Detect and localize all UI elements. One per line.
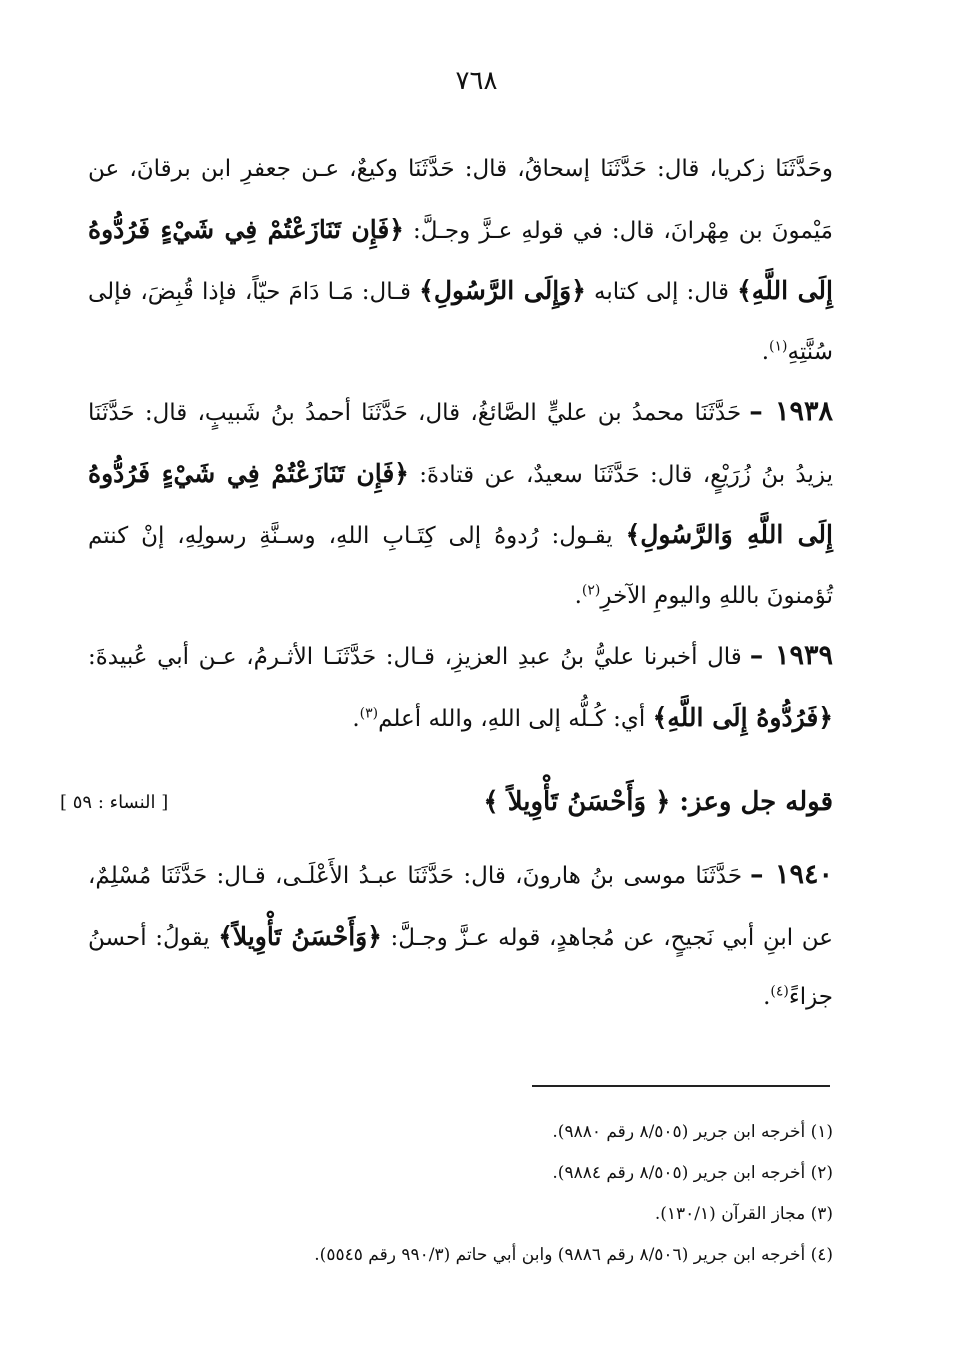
intro-paragraph	[88, 140, 833, 382]
text-run: .	[761, 338, 770, 365]
main-text-upper	[88, 140, 833, 749]
footnote-2: (٢) أخرجه ابن جرير (٨/٥٠٥ رقم ٩٨٨٤).	[552, 1163, 833, 1183]
hadith-1940	[88, 845, 833, 1028]
hadith-1939	[88, 626, 833, 749]
quran-verse: ﴿فَرُدُّوهُ إِلَى اللَّهِ﴾	[652, 702, 833, 732]
footnote-4: (٤) أخرجه ابن جرير (٨/٥٠٦ رقم ٩٨٨٦) وابن أبي حاتم (٩٩٠/٣ رقم ٥٥٤٥).	[314, 1245, 833, 1265]
text-run: يقـول: رُدوهُ إلى كِتَـابِ اللهِ، وسـنَّةِ رسولِهِ، إنْ كنتم تُؤمنونَ باللهِ واليومِ الآخرِ	[88, 523, 833, 609]
text-run: حَدَّثَنَا موسى بنُ هارونَ، قال: حَدَّثَنَا عبـدُ الأَعْلَـى، قـال: حَدَّثَنَا مُسْلِمٌ، عن ابنِ أبي نَجيحٍ، عن مُجاهدٍ، قوله عـزَّ وجـلَّ:	[88, 863, 833, 951]
page-number: ٧٦٨	[455, 66, 498, 96]
hadith-number: ١٩٣٩ –	[749, 640, 833, 671]
quran-verse: ﴿فَإِن تَنَازَعْتُمْ فِي شَيْءٍ فَرُدُّوهُ إِلَى اللَّهِ﴾	[88, 214, 833, 305]
text-run: حَدَّثَنَا محمدُ بن عليٍّ الصَّائغُ، قال، حَدَّثَنَا أحمدُ بنُ شَبيبٍ، قال: حَدَّثَنَا يزيدُ بنُ زُرَيْعٍ، قال: حَدَّثَنَا سعيدٌ، عن قتادةَ:	[88, 400, 833, 488]
text-run: قـال: مَـا دَامَ حيّاً، فإذا قُبِضَ، فإلى سُنَّتِهِ	[88, 279, 833, 365]
quran-verse: ﴿وَإِلَى الرَّسُولِ﴾	[419, 276, 586, 305]
quran-verse: ﴿وَأَحْسَنُ تَأْوِيلاً﴾	[218, 921, 382, 951]
footnotes	[100, 1112, 833, 1276]
footnote-ref[interactable]: (٣)	[359, 704, 379, 721]
text-run: يقولُ: أحسنُ جزاءً	[88, 924, 833, 1010]
footnote-ref[interactable]: (١)	[769, 337, 788, 354]
quran-verse: ﴿فَإِن تَنَازَعْتُمْ فِي شَيْءٍ فَرُدُّوهُ إِلَى اللَّهِ وَالرَّسُولِ﴾	[88, 458, 833, 549]
footnote-divider	[532, 1085, 830, 1087]
footnote-3: (٣) مجاز القرآن (١٣٠/١).	[654, 1204, 833, 1224]
footnote-ref[interactable]: (٤)	[770, 983, 789, 1000]
footnote-1: (١) أخرجه ابن جرير (٨/٥٠٥ رقم ٩٨٨٠).	[552, 1122, 833, 1142]
text-run: .	[574, 582, 582, 609]
text-run: .	[352, 705, 360, 732]
text-run: قال: إلى كتابه	[585, 279, 738, 305]
hadith-number: ١٩٤٠ –	[750, 859, 833, 890]
section-heading	[60, 772, 833, 832]
footnote-ref[interactable]: (٢)	[581, 581, 601, 598]
main-text-lower	[88, 845, 833, 1028]
hadith-number: ١٩٣٨ –	[749, 396, 833, 427]
heading-text: قوله جل وعز: ﴿ وَأَحْسَنُ تَأْوِيلاً ﴾	[483, 787, 833, 817]
text-run: أي: كُـلُّه إلى اللهِ، والله أعلم	[378, 705, 653, 732]
text-run: وحَدَّثَنَا زكريا، قال: حَدَّثَنَا إسحاقُ، قال: حَدَّثَنَا وكيعٌ، عـن جعفرِ ابن برقانَ، عن مَيْمونَ بن مِهْرانَ، قال: في قولهِ عـزَّ وجـلَّ:	[88, 156, 833, 244]
text-run: قال أخبرنا عليُّ بنُ عبدِ العزيزِ، قـال: حَدَّثَنَـا الأثـرمُ، عـن أبي عُبيدةَ:	[88, 644, 742, 670]
hadith-1938	[88, 382, 833, 626]
text-run: .	[763, 984, 771, 1010]
surah-reference: [ النساء : ٥٩ ]	[60, 791, 169, 813]
